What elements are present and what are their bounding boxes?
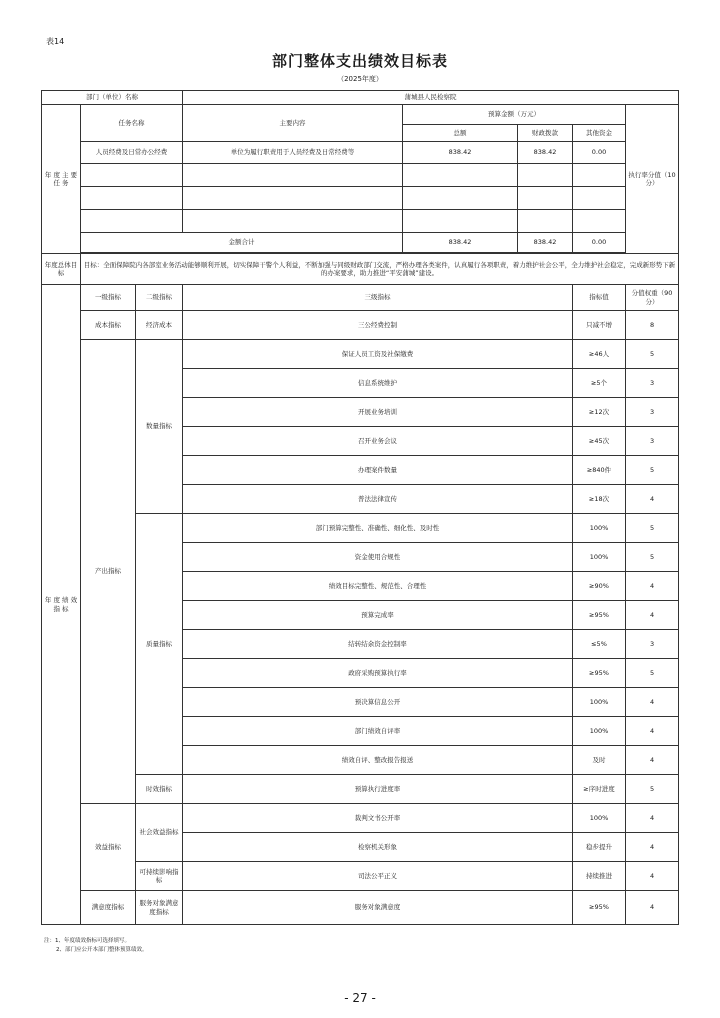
sum-other: 0.00 (573, 233, 626, 253)
overall-goal-text: 目标：全面保障院内各部室业务活动能够顺利开展，切实保障干警个人利益，不断加强与同级财政部门交流，严格办理各类案件，认真履行各项职责，着力维护社会公平，全力维护社会稳定，完成新形势下新的办案要求，助力推进“平安蒲城”建设。 (81, 254, 679, 285)
indicator-value: 100% (573, 688, 626, 717)
indicator-weight: 4 (626, 833, 679, 862)
indicator-value: ≥95% (573, 659, 626, 688)
indicator-value: 100% (573, 514, 626, 543)
indicator-name: 开展业务培训 (183, 398, 573, 427)
indicator-name: 办理案件数量 (183, 456, 573, 485)
indicator-weight: 4 (626, 862, 679, 891)
task-header-row (42, 105, 679, 125)
task-other (573, 210, 626, 233)
footnotes (44, 937, 148, 955)
indicator-name: 预算完成率 (183, 601, 573, 630)
indicator-name: 绩效目标完整性、规范性、合理性 (183, 572, 573, 601)
task-other (573, 187, 626, 210)
indicator-value: ≥12次 (573, 398, 626, 427)
indicator-name: 服务对象满意度 (183, 891, 573, 925)
indicator-value-header: 指标值 (573, 285, 626, 311)
indicator-section-label: 年 度 绩 效 指 标 (42, 285, 81, 925)
indicator-value: ≥18次 (573, 485, 626, 514)
level2-quantity: 数量指标 (136, 340, 183, 514)
indicator-value: 持续推进 (573, 862, 626, 891)
indicator-value: 100% (573, 717, 626, 746)
task-other (573, 164, 626, 187)
indicator-name: 司法公平正义 (183, 862, 573, 891)
indicator-value: ≥45次 (573, 427, 626, 456)
indicator-value: ≥95% (573, 601, 626, 630)
indicator-name: 资金使用合规性 (183, 543, 573, 572)
task-total (403, 187, 518, 210)
indicator-name: 结转结余资金控制率 (183, 630, 573, 659)
indicator-row (42, 775, 679, 804)
level1-header: 一级指标 (81, 285, 136, 311)
department-label: 部门（单位）名称 (42, 91, 183, 105)
footnote: 注：1、年度绩效指标可选择填写。 (44, 938, 131, 944)
task-content-header: 主要内容 (183, 105, 403, 142)
table-number: 表14 (46, 37, 65, 46)
indicator-weight: 3 (626, 630, 679, 659)
indicator-header-row (42, 285, 679, 311)
overall-goal-label: 年度总体目标 (42, 254, 81, 285)
level2-social: 社会效益指标 (136, 804, 183, 862)
task-name (81, 210, 183, 233)
execution-rate-header: 执行率分值（10分） (626, 105, 679, 254)
task-name: 人员经费及日常办公经费 (81, 142, 183, 164)
indicator-value: ≥90% (573, 572, 626, 601)
page-title: 部门整体支出绩效目标表 (271, 52, 448, 70)
level2-economic-cost: 经济成本 (136, 311, 183, 340)
task-row (42, 164, 679, 187)
task-name-header: 任务名称 (81, 105, 183, 142)
indicator-name: 保证人员工资及社保缴费 (183, 340, 573, 369)
indicator-weight: 5 (626, 456, 679, 485)
level2-timeliness: 时效指标 (136, 775, 183, 804)
task-fiscal: 838.42 (518, 142, 573, 164)
level2-service-satisfaction: 服务对象满意度指标 (136, 891, 183, 925)
level3-header: 三级指标 (183, 285, 573, 311)
indicator-weight: 4 (626, 804, 679, 833)
task-total (403, 164, 518, 187)
indicator-value: 稳步提升 (573, 833, 626, 862)
indicator-name: 预决算信息公开 (183, 688, 573, 717)
task-fiscal (518, 210, 573, 233)
indicator-value: ≥46人 (573, 340, 626, 369)
task-section-label: 年 度 主 要 任 务 (42, 105, 81, 254)
indicator-weight: 4 (626, 891, 679, 925)
task-content (183, 187, 403, 210)
indicator-row (42, 891, 679, 925)
indicator-weight: 8 (626, 311, 679, 340)
indicator-name: 裁判文书公开率 (183, 804, 573, 833)
task-name (81, 187, 183, 210)
task-total (403, 210, 518, 233)
amount-total-label: 金额合计 (81, 233, 403, 253)
task-content (183, 164, 403, 187)
fiscal-header: 财政拨款 (518, 125, 573, 142)
indicator-value: 只减不增 (573, 311, 626, 340)
indicator-weight: 5 (626, 543, 679, 572)
performance-goal-table (41, 90, 679, 925)
level2-sustainable: 可持续影响指标 (136, 862, 183, 891)
indicator-weight: 4 (626, 572, 679, 601)
level1-benefit: 效益指标 (81, 804, 136, 891)
task-content: 单位为履行职责用于人员经费及日常经费等 (183, 142, 403, 164)
indicator-weight: 4 (626, 688, 679, 717)
indicator-value: ≥5个 (573, 369, 626, 398)
indicator-weight: 4 (626, 746, 679, 775)
indicator-name: 三公经费控制 (183, 311, 573, 340)
indicator-weight: 4 (626, 485, 679, 514)
weight-header: 分值权重（90分） (626, 285, 679, 311)
sum-fiscal: 838.42 (518, 233, 573, 253)
indicator-weight: 5 (626, 514, 679, 543)
indicator-name: 部门预算完整性、准确性、细化性、及时性 (183, 514, 573, 543)
indicator-value: 100% (573, 543, 626, 572)
indicator-name: 检察机关形象 (183, 833, 573, 862)
budget-year: （2025年度） (337, 75, 383, 83)
indicator-name: 绩效自评、整改报告报送 (183, 746, 573, 775)
indicator-row (42, 340, 679, 369)
indicator-weight: 5 (626, 659, 679, 688)
page-number: - 27 - (344, 991, 376, 1005)
task-row (42, 187, 679, 210)
footnote: 2、部门应公开本部门整体预算绩效。 (56, 946, 148, 953)
indicator-weight: 5 (626, 775, 679, 804)
task-other: 0.00 (573, 142, 626, 164)
level1-output: 产出指标 (81, 340, 136, 804)
indicator-weight: 3 (626, 369, 679, 398)
indicator-weight: 3 (626, 427, 679, 456)
department-value: 蒲城县人民检察院 (183, 91, 679, 105)
level2-quality: 质量指标 (136, 514, 183, 775)
indicator-name: 召开业务会议 (183, 427, 573, 456)
indicator-value: 100% (573, 804, 626, 833)
department-row (42, 91, 679, 105)
indicator-name: 信息系统维护 (183, 369, 573, 398)
level2-header: 二级指标 (136, 285, 183, 311)
task-row (42, 210, 679, 233)
task-total: 838.42 (403, 142, 518, 164)
indicator-weight: 3 (626, 398, 679, 427)
task-sum-row (42, 233, 679, 253)
sum-total: 838.42 (403, 233, 518, 253)
indicator-name: 部门绩效自评率 (183, 717, 573, 746)
indicator-weight: 4 (626, 717, 679, 746)
level1-satisfaction: 满意度指标 (81, 891, 136, 925)
indicator-weight: 5 (626, 340, 679, 369)
indicator-name: 普法法律宣传 (183, 485, 573, 514)
task-fiscal (518, 164, 573, 187)
indicator-value: 及时 (573, 746, 626, 775)
other-funds-header: 其他资金 (573, 125, 626, 142)
total-header: 总额 (403, 125, 518, 142)
task-name (81, 164, 183, 187)
indicator-name: 预算执行进度率 (183, 775, 573, 804)
indicator-row (42, 862, 679, 891)
indicator-row (42, 804, 679, 833)
task-row (42, 142, 679, 164)
indicator-value: ≥序时进度 (573, 775, 626, 804)
task-content (183, 210, 403, 233)
overall-goal-row (42, 254, 679, 285)
level1-cost: 成本指标 (81, 311, 136, 340)
indicator-name: 政府采购预算执行率 (183, 659, 573, 688)
budget-amount-header: 预算金额（万元） (403, 105, 626, 125)
indicator-row (42, 514, 679, 543)
indicator-value: ≥95% (573, 891, 626, 925)
indicator-value: ≤5% (573, 630, 626, 659)
task-fiscal (518, 187, 573, 210)
indicator-weight: 4 (626, 601, 679, 630)
indicator-value: ≥840件 (573, 456, 626, 485)
indicator-row (42, 311, 679, 340)
